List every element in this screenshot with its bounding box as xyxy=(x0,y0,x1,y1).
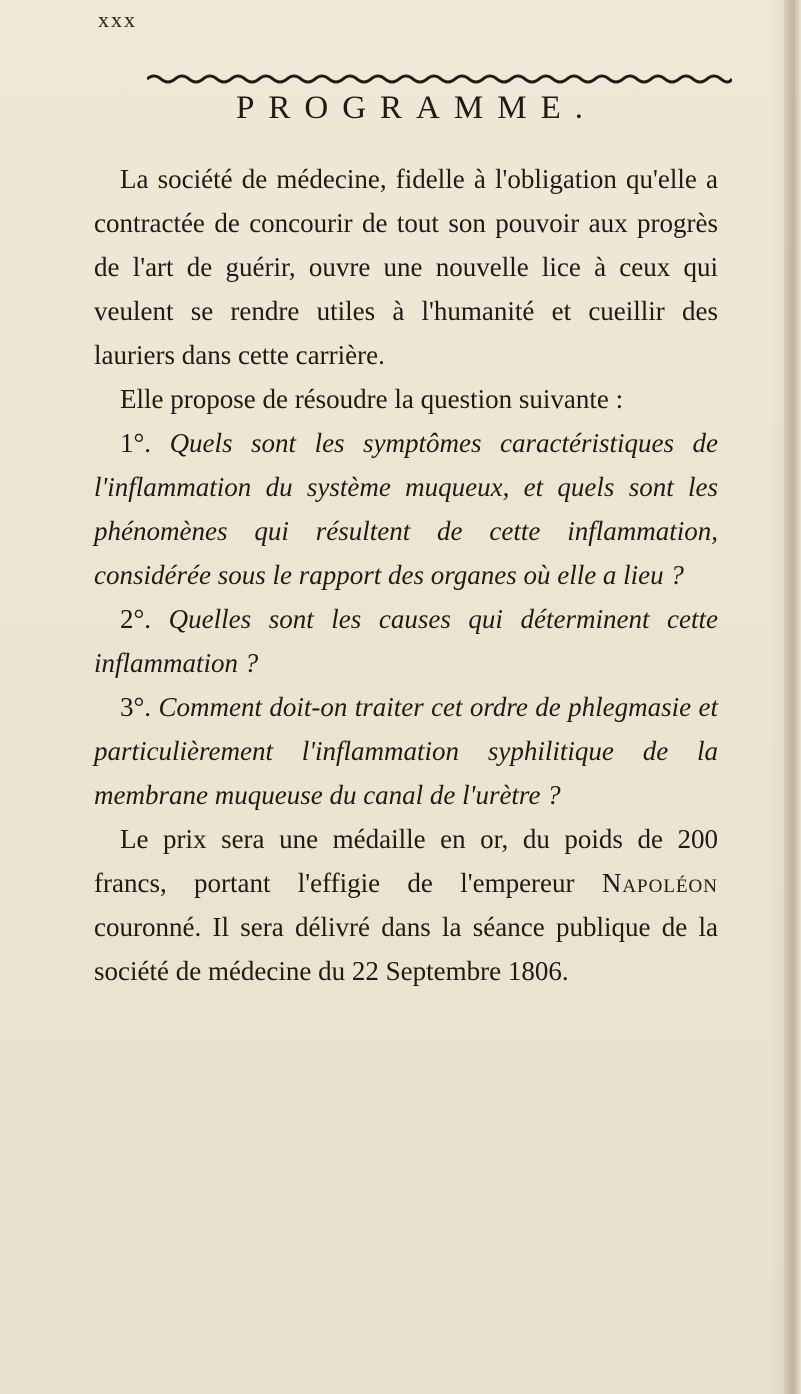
ornamental-rule xyxy=(147,72,732,86)
question-number: 1°. xyxy=(120,428,152,458)
question-item xyxy=(94,421,718,597)
prize-text-after: couronné. Il sera délivré dans la séance publique de la société de médecine du 22 Septembre 1806. xyxy=(94,912,718,986)
question-text: Quelles sont les causes qui déterminent cette inflammation ? xyxy=(94,604,718,678)
prize-text-before: Le prix sera une médaille en or, du poids de 200 francs, portant l'effigie de l'empereur xyxy=(94,824,718,898)
question-number: 2°. xyxy=(120,604,152,634)
emperor-name: Napoléon xyxy=(601,868,718,898)
question-number: 3°. xyxy=(120,692,152,722)
question-item xyxy=(94,597,718,685)
question-intro-paragraph: Elle propose de résoudre la question suivante : xyxy=(120,384,624,414)
question-item xyxy=(94,685,718,817)
prize-paragraph xyxy=(94,817,718,993)
page-title: PROGRAMME. xyxy=(236,90,597,126)
scan-edge xyxy=(784,0,801,1394)
programme-text xyxy=(94,157,718,993)
page-number: xxx xyxy=(98,7,137,32)
intro-paragraph: La société de médecine, fidelle à l'obligation qu'elle a contractée de concourir de tout son pouvoir aux progrès de l'art de guérir, ouvre une nouvelle lice à ceux qui veulent se rendre utiles à l'humanité et cueillir des lauriers dans cette carrière. xyxy=(94,164,718,370)
question-text: Comment doit-on traiter cet ordre de phlegmasie et particulièrement l'inflammation syphilitique de la membrane muqueuse du canal de l'urètre ? xyxy=(94,692,719,810)
question-text: Quels sont les symptômes caractéristiques de l'inflammation du système muqueux, et quels sont les phénomènes qui résultent de cette inflammation, considérée sous le rapport des organes où elle a lieu ? xyxy=(94,428,718,590)
